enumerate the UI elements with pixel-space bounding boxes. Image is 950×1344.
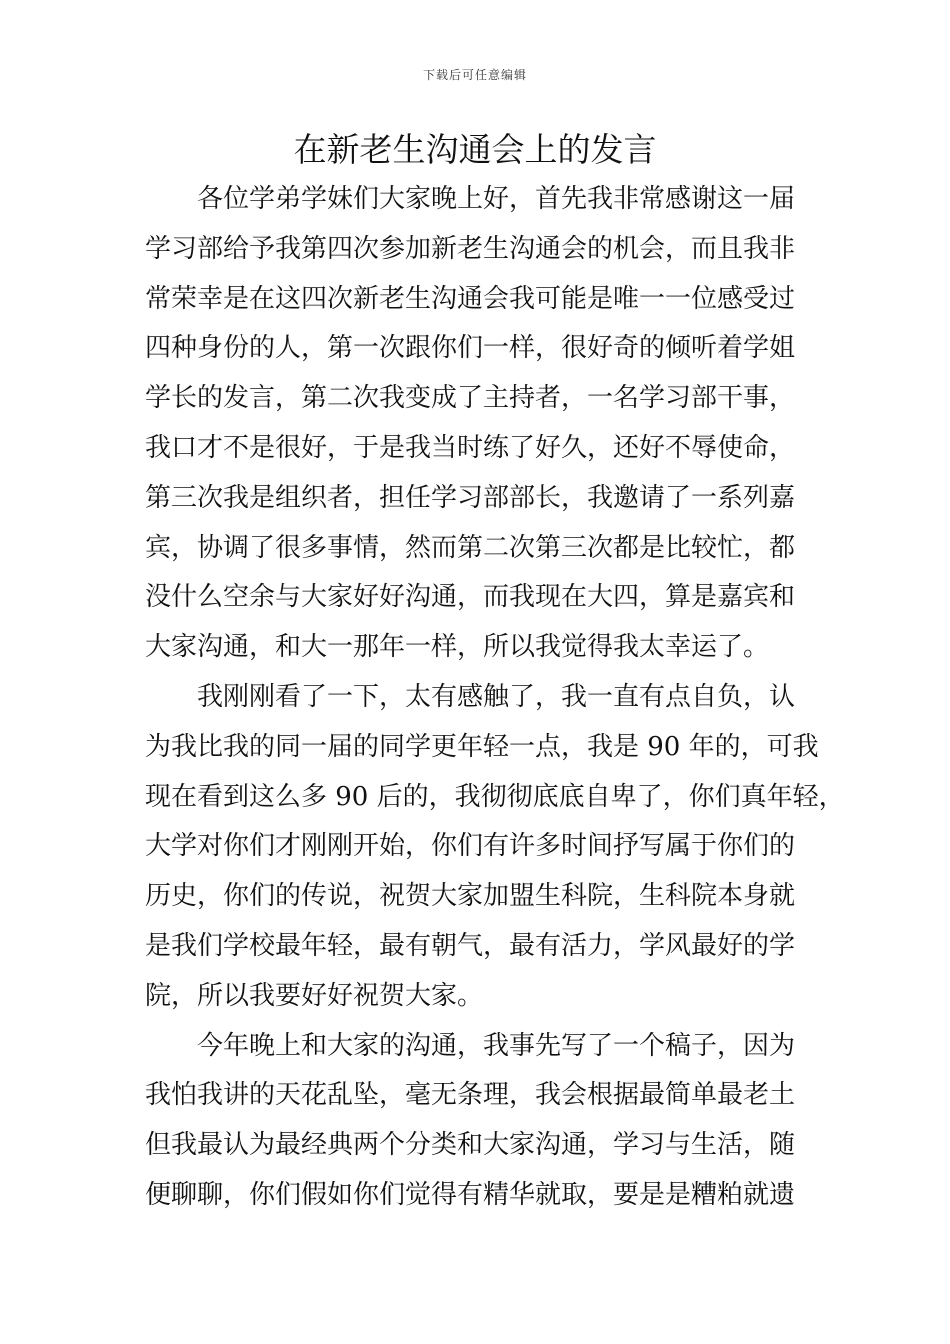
text-line: 我怕我讲的天花乱坠，毫无条理，我会根据最简单最老土 [145,1080,796,1111]
text-line: 学长的发言，第二次我变成了主持者，一名学习部干事， [145,383,796,414]
text-line: 现在看到这么多 90 后的，我彻彻底底自卑了，你们真年轻， [145,781,845,812]
text-line: 宾，协调了很多事情，然而第二次第三次都是比较忙，都 [145,532,796,563]
text-line: 但我最认为最经典两个分类和大家沟通，学习与生活，随 [145,1130,796,1161]
text-line: 学习部给予我第四次参加新老生沟通会的机会，而且我非 [145,233,796,264]
header-note: 下载后可任意编辑 [422,68,527,82]
paragraph [145,1022,815,1221]
paragraph [145,673,845,1022]
text-line: 是我们学校最年轻，最有朝气，最有活力，学风最好的学 [145,930,796,961]
document-title: 在新老生沟通会上的发言 [293,130,657,169]
text-line: 四种身份的人，第一次跟你们一样，很好奇的倾听着学姐 [145,333,796,364]
text-line: 我口才不是很好，于是我当时练了好久，还好不辱使命， [145,432,796,463]
text-line: 大学对你们才刚刚开始，你们有许多时间抒写属于你们的 [145,831,796,862]
text-line: 没什么空余与大家好好沟通，而我现在大四，算是嘉宾和 [145,582,796,613]
paragraph [145,175,815,673]
text-line: 大家沟通，和大一那年一样，所以我觉得我太幸运了。 [145,632,770,663]
text-line: 我刚刚看了一下，太有感触了，我一直有点自负，认 [197,681,796,712]
text-line: 为我比我的同一届的同学更年轻一点，我是 90 年的，可我 [145,731,819,762]
text-line: 常荣幸是在这四次新老生沟通会我可能是唯一一位感受过 [145,283,796,314]
text-line: 各位学弟学妹们大家晚上好，首先我非常感谢这一届 [197,184,796,214]
text-line: 第三次我是组织者，担任学习部部长，我邀请了一系列嘉 [145,482,796,513]
text-line: 便聊聊，你们假如你们觉得有精华就取，要是是糟粕就遗 [145,1179,796,1210]
document-body [145,175,845,1221]
text-line: 历史，你们的传说，祝贺大家加盟生科院，生科院本身就 [145,881,796,912]
text-line: 今年晚上和大家的沟通，我事先写了一个稿子，因为 [197,1030,796,1061]
text-line: 院，所以我要好好祝贺大家。 [145,980,484,1011]
